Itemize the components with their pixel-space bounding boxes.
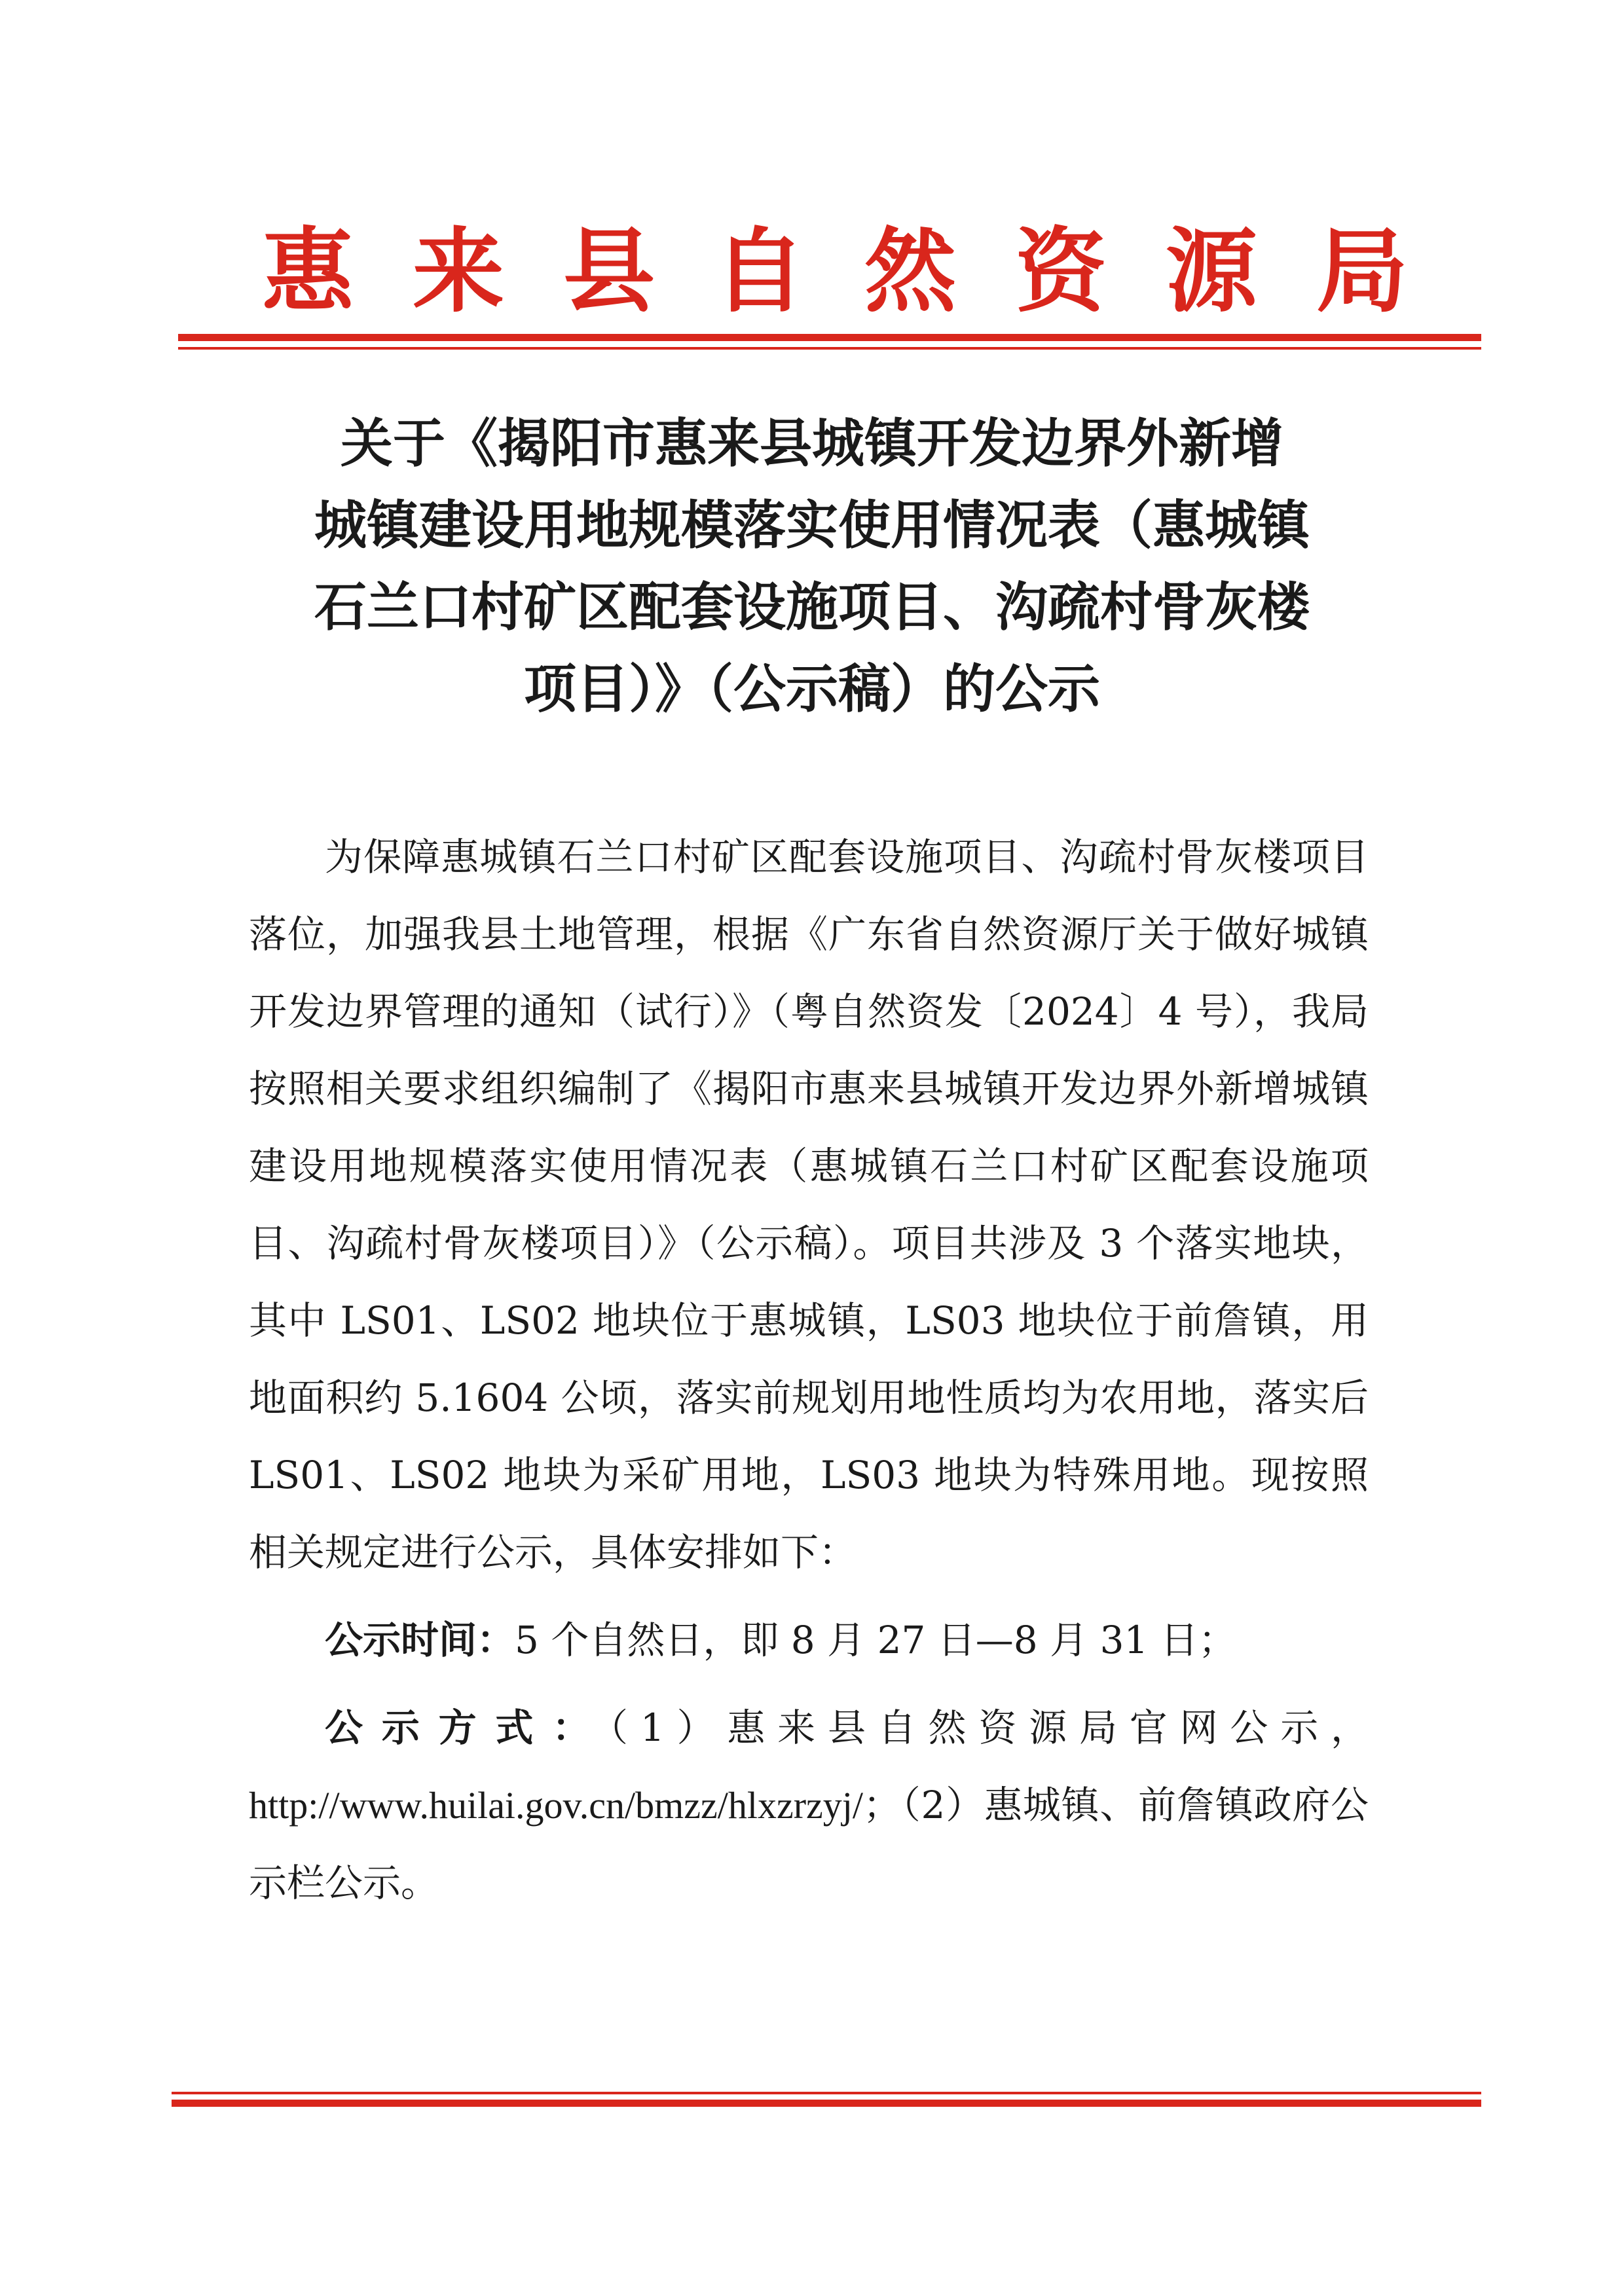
- body-paragraph-intro: 为保障惠城镇石兰口村矿区配套设施项目、沟疏村骨灰楼项目落位，加强我县土地管理，根据《广东省自然资源厅关于做好城镇开发边界管理的通知（试行）》（粤自然资发〔2024〕4 号），我局按照相关要求组织编制了《揭阳市惠来县城镇开发边界外新增城镇建设用地规模落实使用情况表（惠城镇石兰口村矿区配套设施项目、沟疏村骨灰楼项目）》（公示稿）。项目共涉及 3 个落实地块，其中 LS01、LS02 地块位于惠城镇，LS03 地块位于前詹镇，用地面积约 5.1604 公顷，落实前规划用地性质均为农用地，落实后 LS01、LS02 地块为采矿用地，LS03 地块为特殊用地。现按照相关规定进行公示，具体安排如下：: [249, 835, 1369, 1575]
- notice-time-value: 5 个自然日，即 8 月 27 日—8 月 31 日；: [515, 1618, 1236, 1662]
- document-body: [249, 818, 1369, 1922]
- footer-rule-thick: [172, 2100, 1481, 2107]
- letterhead-org-name: 惠来县自然资源局: [262, 218, 1408, 325]
- notice-time: [249, 1601, 1369, 1679]
- document-title: [262, 403, 1362, 730]
- notice-time-label: 公示时间：: [325, 1618, 515, 1662]
- title-line-1: 关于《揭阳市惠来县城镇开发边界外新增: [341, 413, 1283, 474]
- letterhead-rule-thin: [178, 347, 1481, 350]
- footer-rule-thin: [172, 2092, 1481, 2094]
- letterhead-rule-thick: [178, 334, 1481, 341]
- notice-method-label: 公示方式：: [325, 1705, 610, 1750]
- notice-method-value-1: （1）惠来县自然资源局官网公示，: [609, 1705, 1369, 1750]
- title-line-4: 项目）》（公示稿）的公示: [524, 659, 1100, 720]
- title-line-3: 石兰口村矿区配套设施项目、沟疏村骨灰楼: [314, 577, 1310, 638]
- notice-method: [249, 1689, 1369, 1922]
- notice-method-url: http://www.huilai.gov.cn/bmzz/hlxzrzyj/: [249, 1784, 863, 1827]
- title-line-2: 城镇建设用地规模落实使用情况表（惠城镇: [314, 495, 1310, 556]
- notice-method-value-2: ；（2）惠城镇、前詹镇政府公示栏公示。: [249, 1783, 1369, 1905]
